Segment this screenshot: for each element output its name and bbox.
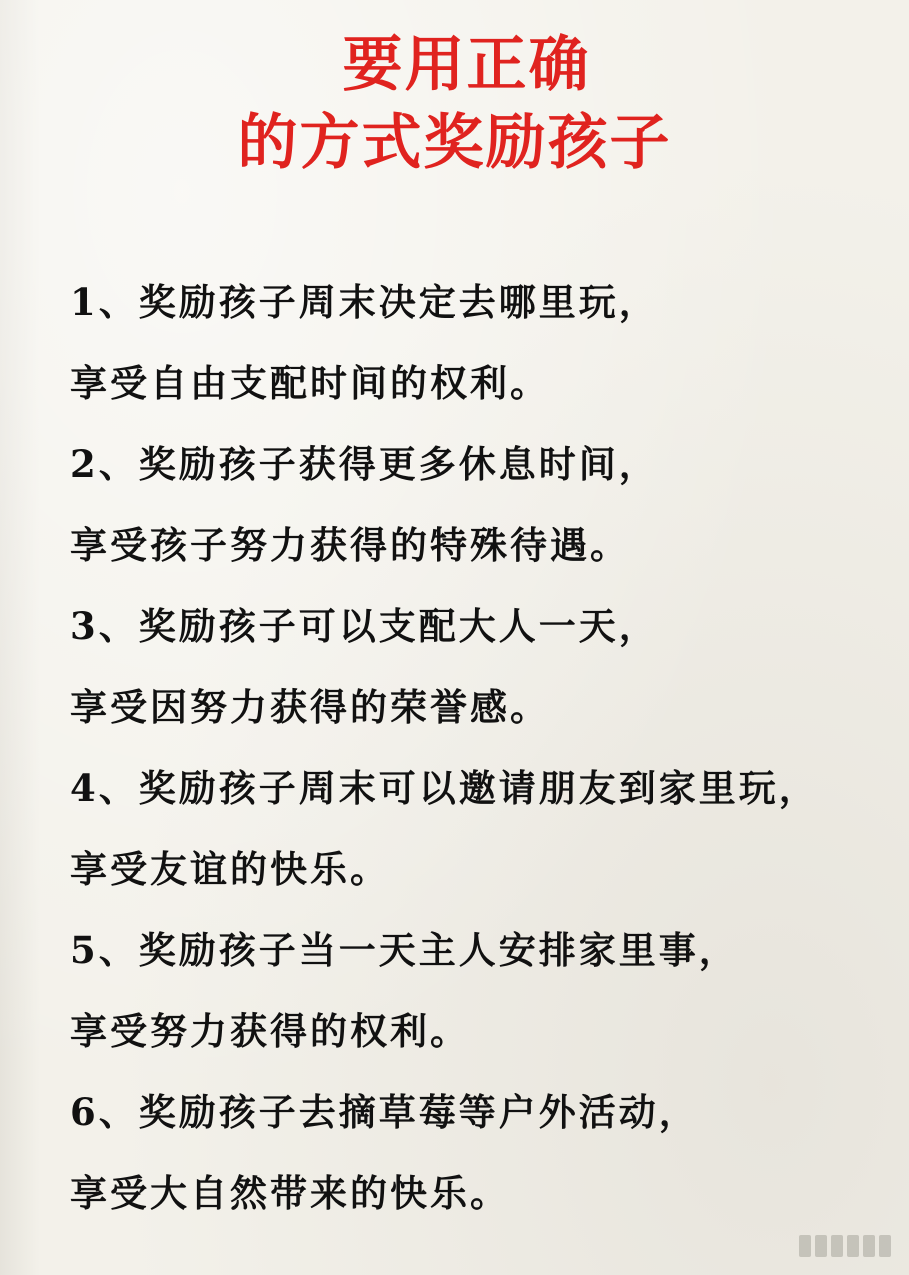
tip-item: [70, 1092, 890, 1254]
image-tag-bar: [815, 1235, 827, 1257]
tip-item: [70, 606, 890, 768]
title-line-2: 的方式奖励孩子: [237, 108, 672, 178]
image-tag-bar: [847, 1235, 859, 1257]
image-tag-bar: [831, 1235, 843, 1257]
tip-benefit: 享受大自然带来的快乐。: [70, 1171, 510, 1215]
image-tag-bar: [879, 1235, 891, 1257]
image-tag-bar: [863, 1235, 875, 1257]
tip-item: [70, 282, 890, 444]
tip-statement: 6、奖励孩子去摘草莓等户外活动，: [70, 1090, 699, 1134]
tip-statement: 2、奖励孩子获得更多休息时间，: [70, 442, 659, 486]
tip-benefit: 享受友谊的快乐。: [70, 847, 390, 891]
image-count-icon: [799, 1235, 891, 1257]
tip-benefit: 享受自由支配时间的权利。: [70, 361, 550, 405]
tip-item: [70, 930, 890, 1092]
tip-item: [70, 444, 890, 606]
tip-item: [70, 768, 890, 930]
tip-benefit: 享受孩子努力获得的特殊待遇。: [70, 523, 630, 567]
tip-statement: 4、奖励孩子周末可以邀请朋友到家里玩，: [70, 766, 819, 810]
reward-tips-list: [70, 282, 890, 1254]
image-tag-bar: [799, 1235, 811, 1257]
title-line-1: 要用正确: [342, 30, 591, 100]
tip-statement: 3、奖励孩子可以支配大人一天，: [70, 604, 659, 648]
tip-benefit: 享受努力获得的权利。: [70, 1009, 470, 1053]
tip-statement: 5、奖励孩子当一天主人安排家里事，: [70, 928, 739, 972]
tip-statement: 1、奖励孩子周末决定去哪里玩，: [70, 280, 659, 324]
tip-benefit: 享受因努力获得的荣誉感。: [70, 685, 550, 729]
